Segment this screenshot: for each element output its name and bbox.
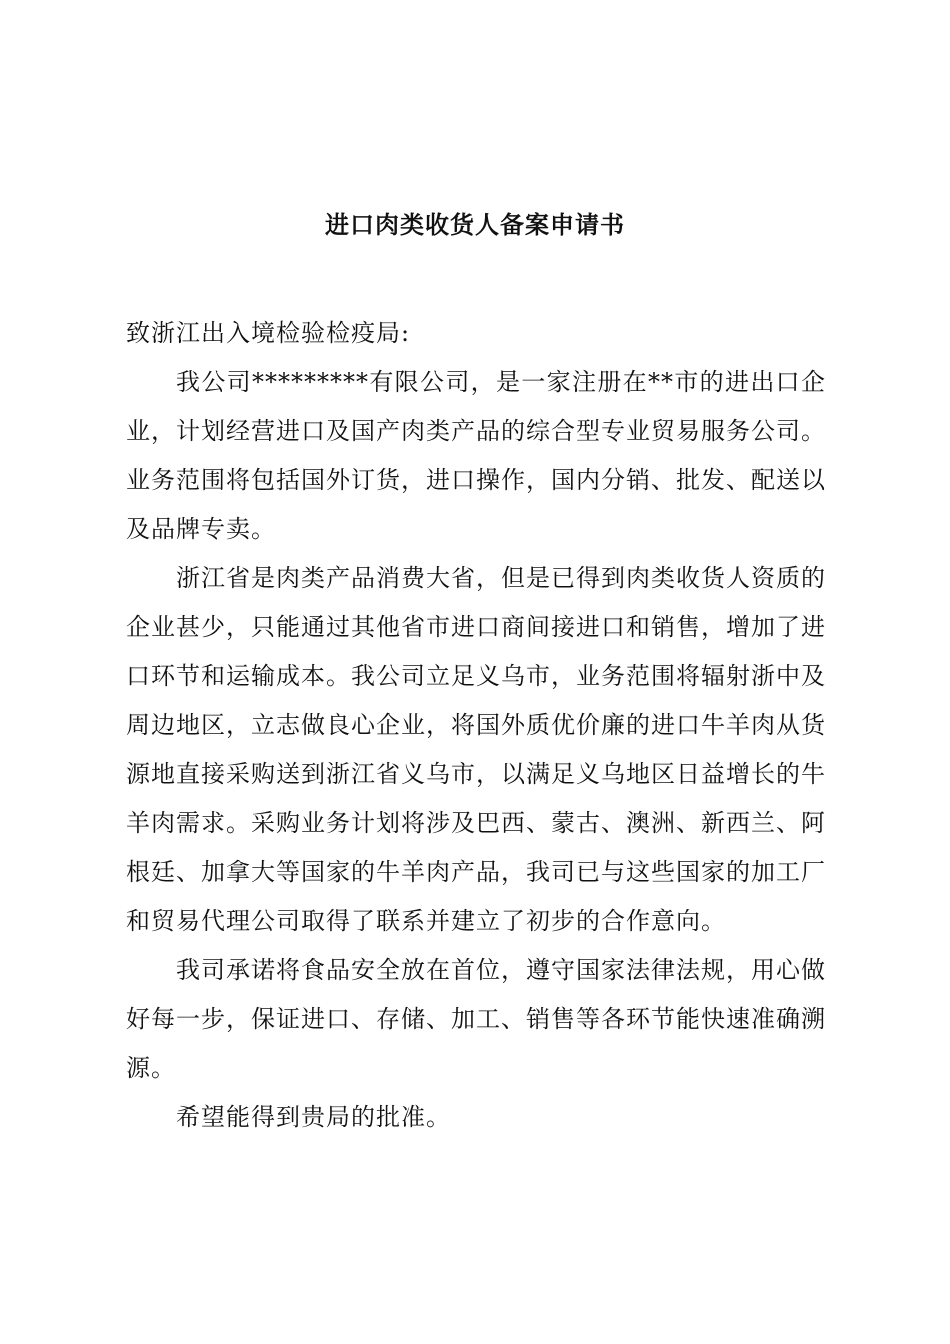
salutation: 致浙江出入境检验检疫局: xyxy=(126,319,411,347)
paragraph-market-background: 浙江省是肉类产品消费大省，但是已得到肉类收货人资质的企业甚少，只能通过其他省市进口商间接进口和销售，增加了进口环节和运输成本。我公司立足义乌市，业务范围将辐射浙中及周边地区，立志做良心企业，将国外质优价廉的进口牛羊肉从货源地直接采购送到浙江省义乌市，以满足义乌地区日益增长的牛羊肉需求。采购业务计划将涉及巴西、蒙古、澳洲、新西兰、阿根廷、加拿大等国家的牛羊肉产品，我司已与这些国家的加工厂和贸易代理公司取得了联系并建立了初步的合作意向。 xyxy=(126,564,826,935)
paragraph-company-intro: 我公司*********有限公司，是一家注册在**市的进出口企业，计划经营进口及国产肉类产品的综合型专业贸易服务公司。业务范围将包括国外订货，进口操作，国内分销、批发、配送以及品牌专卖。 xyxy=(126,368,826,543)
document-body xyxy=(126,309,826,1142)
document-title: 进口肉类收货人备案申请书 xyxy=(325,210,625,239)
paragraph-commitment: 我司承诺将食品安全放在首位，遵守国家法律法规，用心做好每一步，保证进口、存储、加工、销售等各环节能快速准确溯源。 xyxy=(126,956,826,1082)
paragraph-closing: 希望能得到贵局的批准。 xyxy=(176,1103,451,1131)
